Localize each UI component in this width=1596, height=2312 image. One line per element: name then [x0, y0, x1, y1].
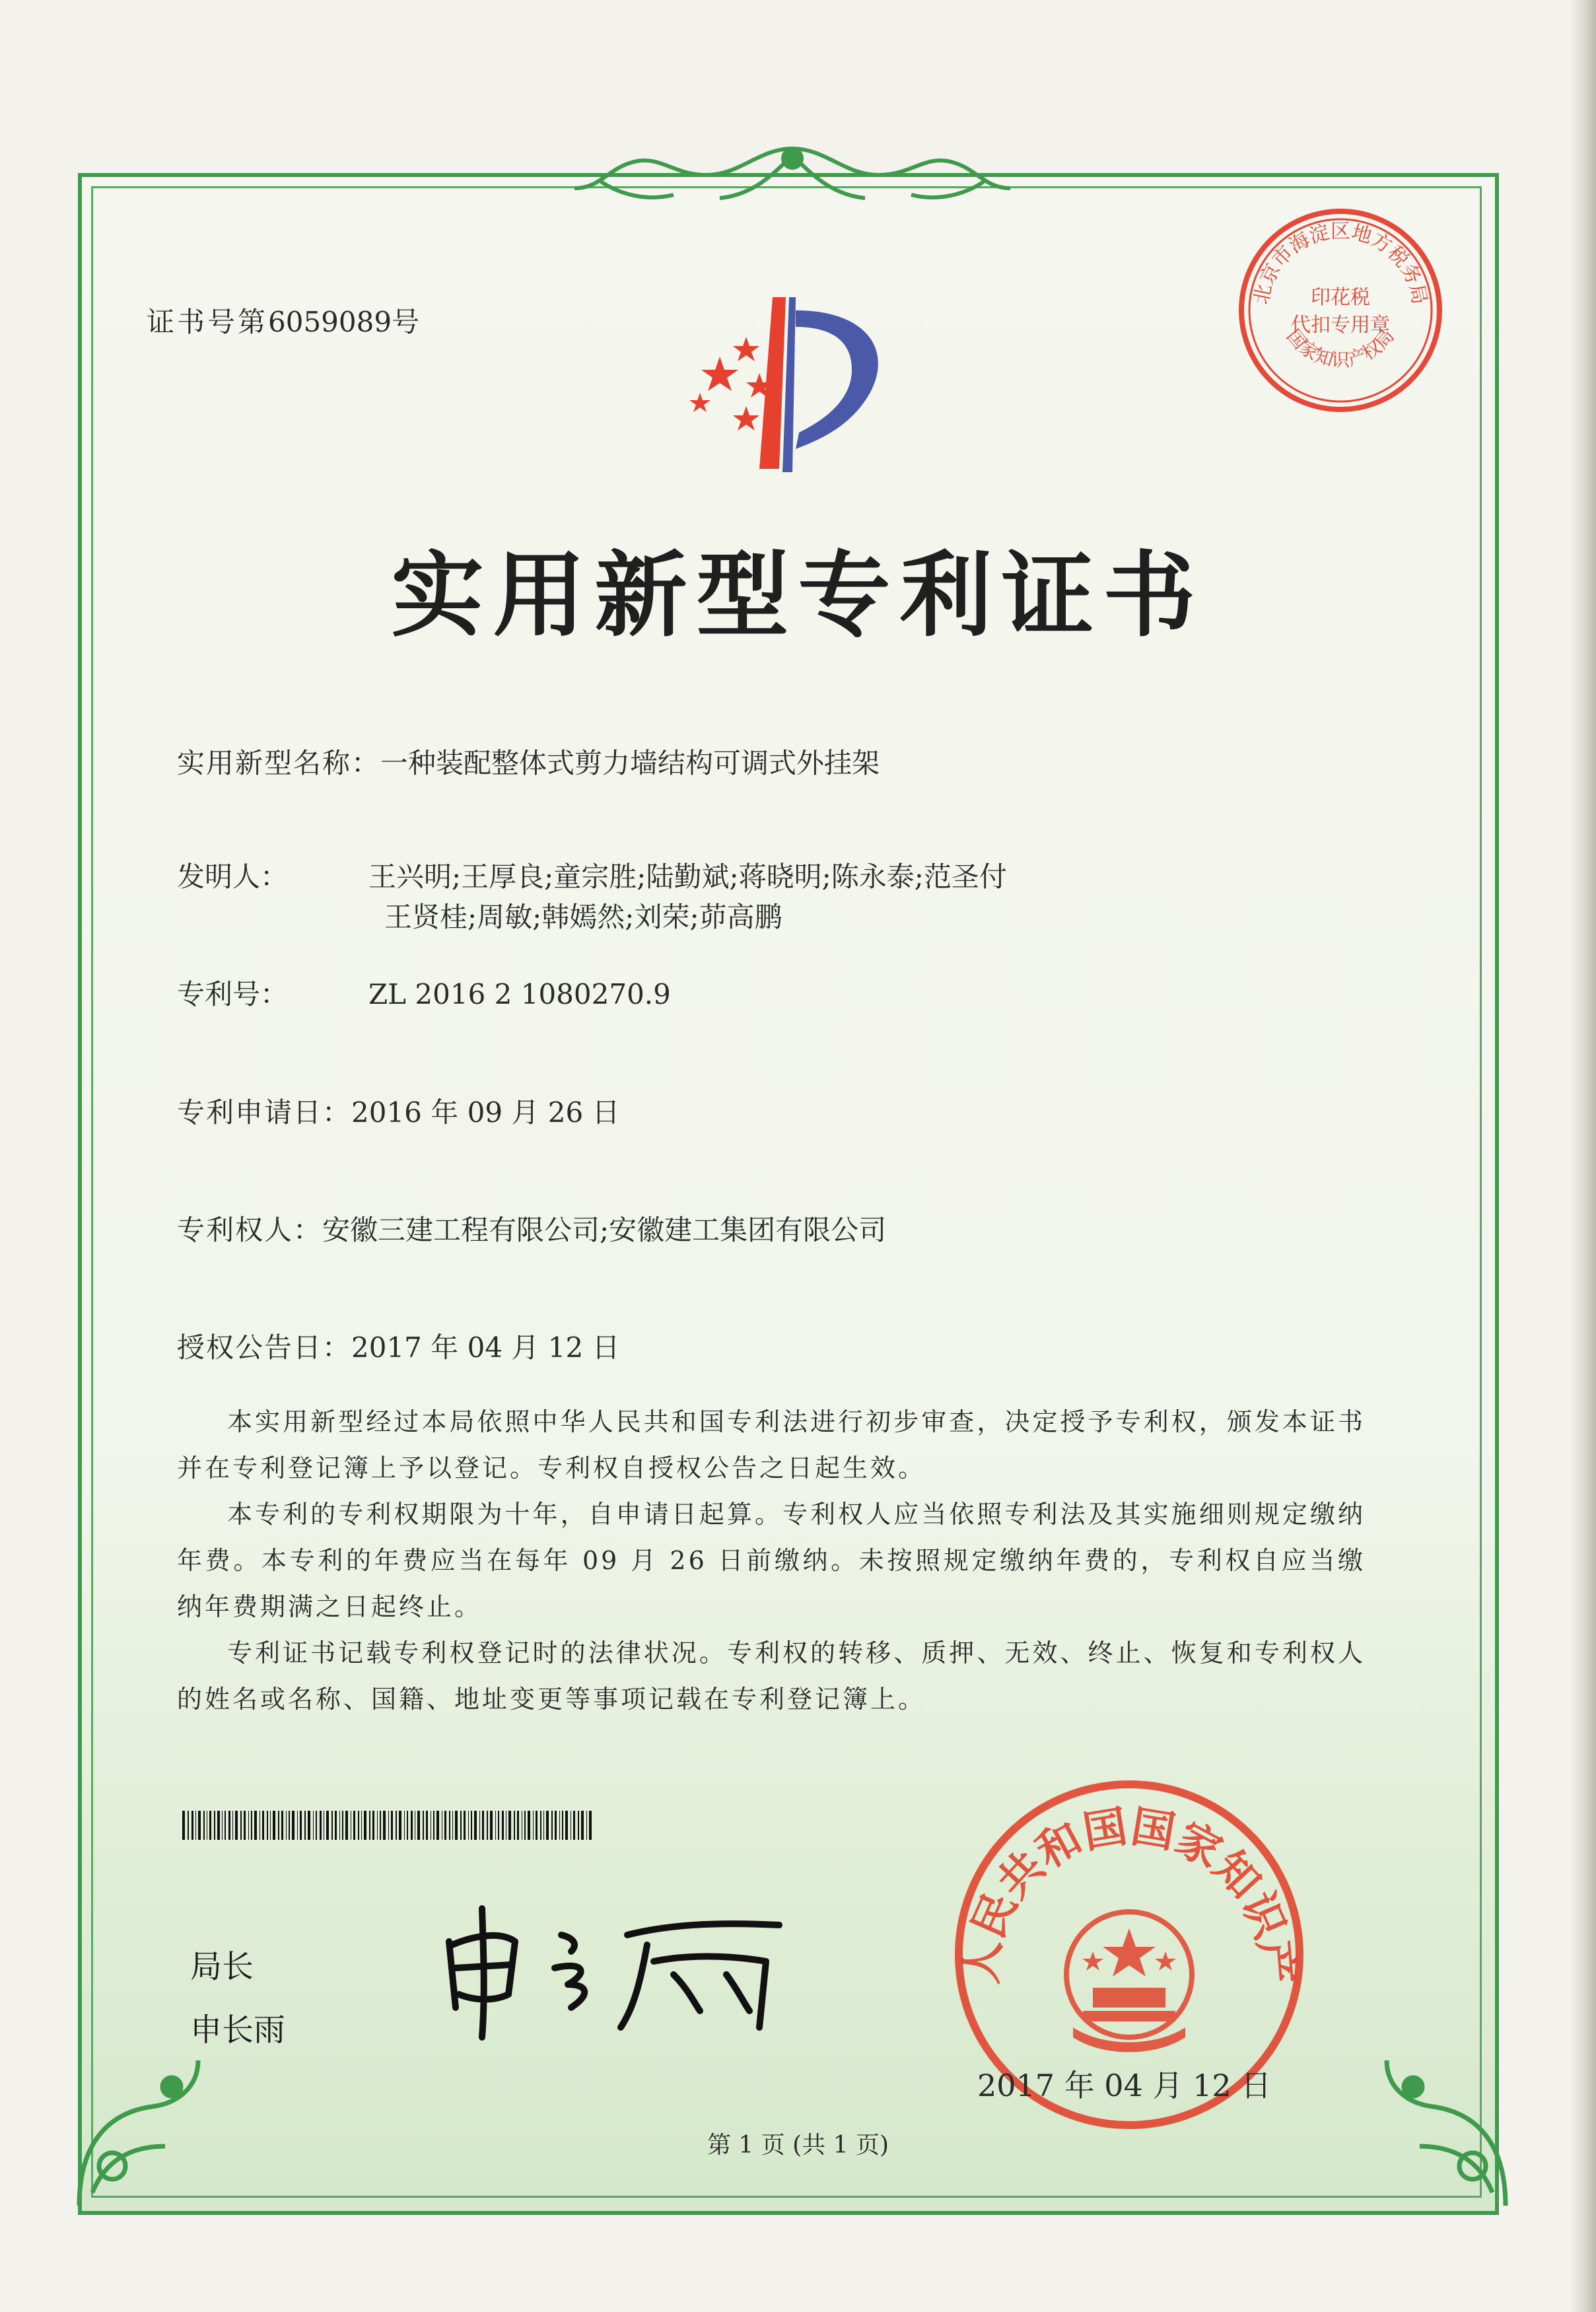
body-paragraph-1: 本实用新型经过本局依照中华人民共和国专利法进行初步审查，决定授予专利权，颁发本证书并在专利登记簿上予以登记。专利权自授权公告之日起生效。 — [177, 1407, 1366, 1483]
name-label: 实用新型名称： — [177, 747, 381, 779]
certificate-body-text — [177, 1399, 1366, 1722]
director-block — [190, 1935, 285, 2062]
name-value: 一种装配整体式剪力墙结构可调式外挂架 — [380, 747, 880, 779]
patentee-field — [177, 1210, 886, 1251]
application-date-label: 专利申请日： — [177, 1096, 352, 1129]
certificate-title: 实用新型专利证书 — [391, 542, 1205, 650]
director-signature-icon — [436, 1895, 806, 2047]
inventor-label — [177, 857, 368, 897]
utility-model-name-field — [177, 743, 880, 784]
director-title: 局长 — [190, 1948, 254, 1985]
page-edge-shadow — [1570, 0, 1596, 2312]
grant-date-value: 2017 年 04 月 12 日 — [351, 1331, 620, 1364]
tax-stamp-bottom-text: 国家知识产权局 — [1282, 325, 1399, 371]
application-date-field — [177, 1092, 620, 1133]
body-paragraph-2: 本专利的专利权期限为十年，自申请日起算。专利权人应当依照专利法及其实施细则规定缴纳年费。本专利的年费应当在每年 09 月 26 日前缴纳。未按照规定缴纳年费的，专利权自应当缴纳年费期满之日起终止。 — [177, 1500, 1366, 1621]
certificate-number — [147, 300, 422, 340]
patentee-value: 安徽三建工程有限公司;安徽建工集团有限公司 — [322, 1214, 887, 1246]
patent-office-logo-icon — [660, 284, 911, 482]
inventor-field — [177, 857, 1007, 897]
patent-number-label — [177, 974, 368, 1015]
issue-date: 2017 年 04 月 12 日 — [977, 2068, 1272, 2103]
patentee-label: 专利权人： — [177, 1214, 323, 1246]
inventor-label-text: 发明人： — [177, 860, 289, 893]
tax-stamp-line2: 代扣专用章 — [1291, 314, 1390, 337]
page-footer: 第 1 页 (共 1 页) — [707, 2132, 889, 2159]
director-name: 申长雨 — [190, 2012, 286, 2049]
grant-date-label: 授权公告日： — [177, 1331, 352, 1364]
top-ornament-icon — [541, 135, 1043, 215]
body-paragraph-3: 专利证书记载专利权登记时的法律状况。专利权的转移、质押、无效、终止、恢复和专利权人的姓名或名称、国籍、地址变更等事项记载在专利登记簿上。 — [177, 1638, 1366, 1714]
certificate-number-prefix: 证书号第 — [147, 306, 269, 338]
inventor-value-line2: 王贤桂;周敏;韩嫣然;刘荣;茆高鹏 — [384, 901, 782, 933]
tax-stamp-line1: 印花税 — [1311, 286, 1370, 309]
patent-number-label-text: 专利号： — [177, 978, 289, 1010]
inventor-value-line1: 王兴明;王厚良;童宗胜;陆勤斌;蒋晓明;陈永泰;范圣付 — [368, 860, 1007, 893]
certificate-number-value: 6059089 — [268, 306, 392, 338]
seal-text: 人民共和国国家知识产 — [955, 1801, 1303, 1986]
certificate-number-suffix: 号 — [392, 306, 423, 338]
tax-stamp-outer-text: 北京市海淀区地方税务局 — [1249, 220, 1432, 306]
barcode-icon — [182, 1811, 592, 1840]
patent-number-field — [177, 974, 671, 1015]
application-date-value: 2016 年 09 月 26 日 — [351, 1096, 620, 1129]
grant-date-field — [177, 1327, 620, 1368]
tax-stamp — [1235, 205, 1446, 416]
patent-number-value: ZL 2016 2 1080270.9 — [368, 978, 671, 1010]
